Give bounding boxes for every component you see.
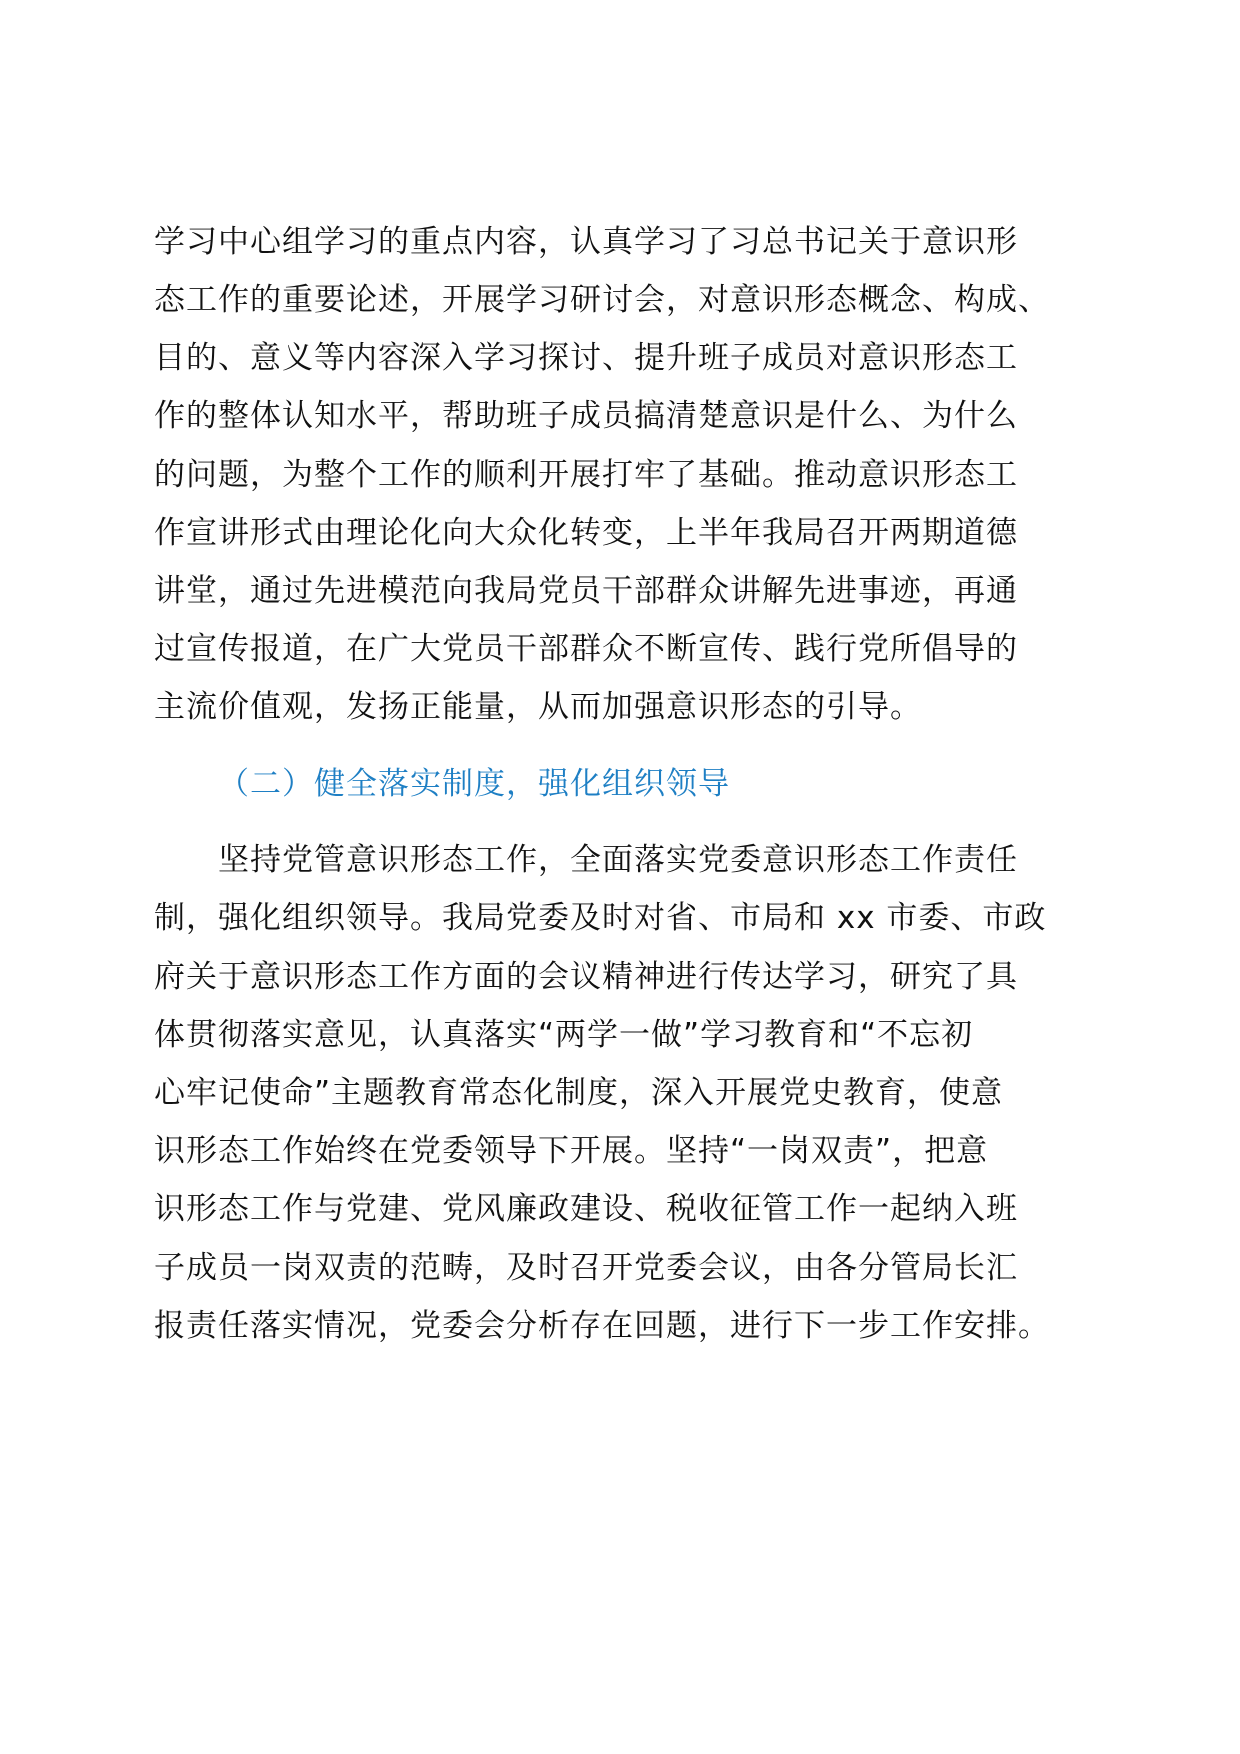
paragraph-1-line-5: 的问题，为整个工作的顺利开展打牢了基础。推动意识形态工 bbox=[154, 457, 1018, 493]
paragraph-1-line-6: 作宣讲形式由理论化向大众化转变，上半年我局召开两期道德 bbox=[154, 515, 1018, 551]
paragraph-1-line-2: 态工作的重要论述，开展学习研讨会，对意识形态概念、构成、 bbox=[154, 282, 1050, 318]
paragraph-2-line-3: 府关于意识形态工作方面的会议精神进行传达学习，研究了具 bbox=[154, 959, 1018, 995]
paragraph-2-line-4: 体贯彻落实意见，认真落实“两学一做”学习教育和“不忘初 bbox=[154, 1017, 974, 1053]
paragraph-2-line-2: 制，强化组织领导。我局党委及时对省、市局和 xx 市委、市政 bbox=[154, 900, 1047, 936]
section-heading: （二）健全落实制度，强化组织领导 bbox=[218, 766, 730, 802]
paragraph-1-line-7: 讲堂，通过先进模范向我局党员干部群众讲解先进事迹，再通 bbox=[154, 573, 1018, 609]
paragraph-1-line-8: 过宣传报道，在广大党员干部群众不断宣传、践行党所倡导的 bbox=[154, 631, 1018, 667]
paragraph-1-line-1: 学习中心组学习的重点内容，认真学习了习总书记关于意识形 bbox=[154, 224, 1018, 260]
paragraph-2-line-7: 识形态工作与党建、党风廉政建设、税收征管工作一起纳入班 bbox=[154, 1191, 1018, 1227]
paragraph-1-line-9: 主流价值观，发扬正能量，从而加强意识形态的引导。 bbox=[154, 689, 922, 725]
paragraph-2-line-9: 报责任落实情况，党委会分析存在回题，进行下一步工作安排。 bbox=[154, 1308, 1050, 1344]
paragraph-2-line-5: 心牢记使命”主题教育常态化制度，深入开展党史教育，使意 bbox=[154, 1075, 1004, 1111]
paragraph-1-line-4: 作的整体认知水平，帮助班子成员搞清楚意识是什么、为什么 bbox=[154, 398, 1018, 434]
paragraph-2-line-8: 子成员一岗双责的范畴，及时召开党委会议，由各分管局长汇 bbox=[154, 1250, 1018, 1286]
paragraph-2-line-6: 识形态工作始终在党委领导下开展。坚持“一岗双责”，把意 bbox=[154, 1133, 989, 1169]
paragraph-2-line-1: 坚持党管意识形态工作，全面落实党委意识形态工作责任 bbox=[218, 842, 1018, 878]
paragraph-1-line-3: 目的、意义等内容深入学习探讨、提升班子成员对意识形态工 bbox=[154, 340, 1018, 376]
